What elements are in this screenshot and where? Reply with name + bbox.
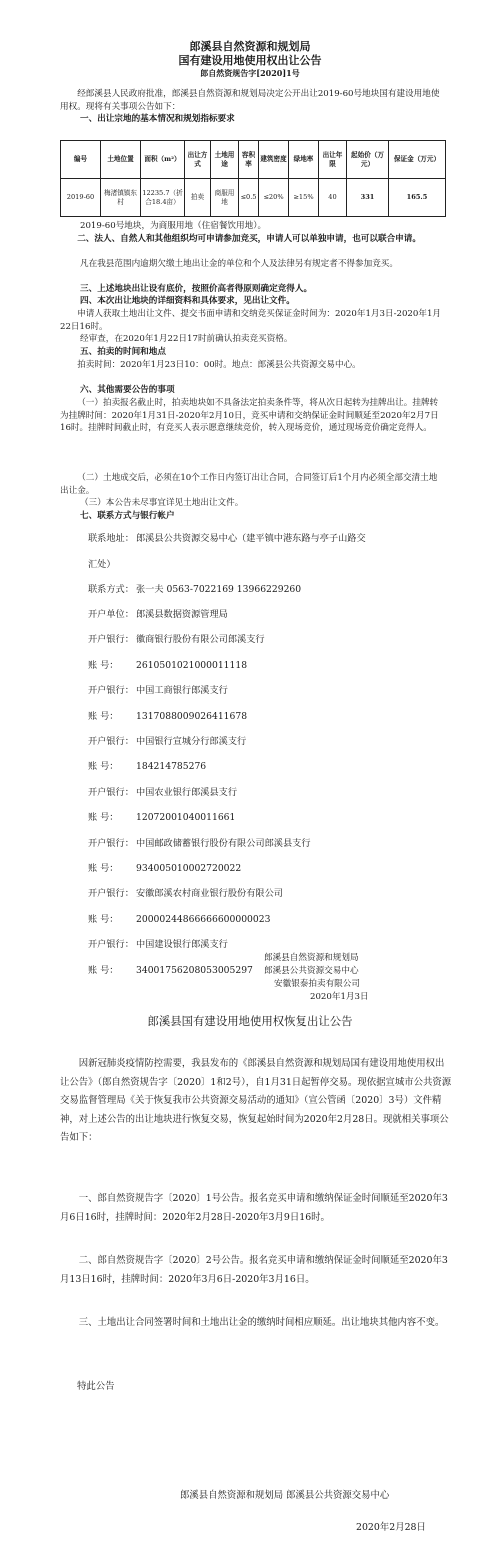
table-header-cell: 出让年限 — [319, 141, 347, 179]
notice1-section5: 五、拍卖的时间和地点 — [80, 347, 166, 357]
notice1-title-line2: 国有建设用地使用权出让公告 — [178, 54, 322, 67]
notice2-title: 郎溪县国有建设用地使用权恢复出让公告 — [147, 1014, 353, 1028]
notice1-section5-detail: 拍卖时间：2020年1月23日10：00时。地点：郎溪县公共资源交易中心。 — [77, 360, 361, 370]
table-row — [61, 179, 446, 217]
bank-row-value: 中国银行宣城分行郎溪支行 — [136, 736, 247, 747]
bank-row-value: 20000244866666600000023 — [136, 913, 271, 925]
land-info-table — [60, 140, 446, 217]
table-header-cell: 绿地率 — [289, 141, 319, 179]
bank-row-value: 徽商银行股份有限公司郎溪支行 — [136, 634, 265, 646]
bank-row — [88, 758, 206, 772]
notice1-intro: 经郎溪县人民政府批准，郎溪县自然资源和规划局决定公开出让2019-60号地块国有建设用地使用权。现将有关事项公告如下： — [60, 89, 440, 112]
notice1-section2: 二、法人、自然人和其他组织均可申请参加竞买，申请人可以单独申请，也可以联合申请。 — [77, 234, 421, 244]
table-header-cell: 土地用途 — [211, 141, 239, 179]
bank-row-label: 开户银行： — [88, 634, 134, 646]
bank-row-value: 郎溪县数据资源管理局 — [136, 609, 228, 620]
bank-row-label: 账 号： — [88, 964, 119, 976]
notice1-date: 2020年1月3日 — [310, 992, 369, 1002]
table-cell: 拍卖 — [185, 179, 211, 217]
bank-row-label: 账 号： — [88, 812, 119, 824]
bank-row-label: 账 号： — [88, 710, 119, 722]
notice1-section6-item3: （三）本公告未尽事宜详见土地出让文件。 — [80, 498, 244, 508]
table-header-cell: 起始价（万元） — [347, 141, 389, 179]
bank-row-label: 开户银行： — [88, 736, 134, 747]
notice1-section6-item2: （二）土地成交后，必须在10个工作日内签订出让合同，合同签订后1个月内必须全部交清土地出让金。 — [60, 473, 438, 496]
bank-row-label: 开户银行： — [88, 685, 134, 697]
bank-row-value: 中国建设银行郎溪支行 — [136, 939, 228, 951]
bank-row-label: 开户银行： — [88, 786, 134, 798]
bank-row-value: 中国邮政储蓄银行股份有限公司郎溪县支行 — [136, 837, 311, 849]
bank-row — [88, 708, 247, 722]
notice1-section4: 四、本次出让地块的详细资料和具体要求，见出让文件。 — [80, 296, 295, 306]
notice1-section1-heading: 一、出让宗地的基本情况和规划指标要求 — [80, 114, 235, 124]
notice1-section4-confirm: 经审查，在2020年1月22日17时前确认拍卖竞买资格。 — [80, 334, 293, 344]
bank-row-value: 34001756208053005297 — [136, 964, 253, 976]
bank-row — [88, 860, 241, 874]
table-cell: 商服用地 — [211, 179, 239, 217]
bank-row-label: 账 号： — [88, 913, 119, 925]
table-cell: 12235.7（折合18.4亩） — [141, 179, 185, 217]
table-cell: 梅渚镇镇东村 — [101, 179, 141, 217]
bank-row-value: 1317088009026411678 — [136, 710, 248, 722]
bank-row-label: 开户银行： — [88, 939, 134, 951]
table-cell: 165.5 — [389, 179, 446, 217]
notice1-section2-detail: 凡在我县范围内逾期欠缴土地出让金的单位和个人及法律另有规定者不得参加竞买。 — [80, 259, 398, 269]
notice1-doc-number: 郎自然资规告字[2020]1号 — [200, 68, 300, 78]
table-header-row — [61, 141, 446, 179]
notice2-date: 2020年2月28日 — [356, 1522, 426, 1533]
bank-row — [88, 631, 265, 645]
bank-row — [88, 835, 311, 849]
bank-row-value: 934005010002720022 — [136, 863, 242, 874]
bank-row — [88, 606, 228, 620]
bank-row-label: 账 号： — [88, 659, 119, 671]
table-cell: ≤0.5 — [239, 179, 259, 217]
contact-row — [88, 581, 301, 595]
bank-row — [88, 936, 228, 950]
bank-row — [88, 885, 283, 899]
address-row — [88, 530, 366, 544]
table-header-cell: 建筑密度 — [259, 141, 289, 179]
notice1-section4-detail: 申请人获取土地出让文件、提交书面申请和交纳竞买保证金时间为：2020年1月3日-2020年1月22日16时。 — [60, 309, 442, 332]
bank-row-value: 安徽郎溪农村商业银行股份有限公司 — [136, 888, 283, 900]
contact-value: 张一夫 0563-7022169 13966229260 — [136, 584, 302, 595]
bank-row-label: 账 号： — [88, 863, 119, 874]
table-header-cell: 出让方式 — [185, 141, 211, 179]
bank-row-label: 开户单位： — [88, 609, 134, 620]
notice2-signature: 郎溪县自然资源和规划局 郎溪县公共资源交易中心 — [180, 1490, 390, 1501]
bank-row — [88, 784, 237, 798]
bank-row — [88, 962, 253, 976]
notice1-signature-1: 郎溪县自然资源和规划局 — [264, 953, 359, 963]
notice2-item1: 一、郎自然资规告字〔2020〕1号公告。报名竞买申请和缴纳保证金时间顺延至2020年3月6日16时，挂牌时间：2020年2月28日-2020年3月9日16时。 — [60, 1193, 448, 1223]
bank-row-label: 开户银行： — [88, 837, 134, 849]
notice2-item3: 三、土地出让合同签署时间和土地出让金的缴纳时间相应顺延。出让地块其他内容不变。 — [78, 1317, 445, 1328]
address-continuation: 汇处） — [88, 559, 116, 570]
contact-label: 联系方式： — [88, 584, 134, 595]
bank-row-value: 中国工商银行郎溪支行 — [136, 685, 228, 697]
table-header-cell: 土地位置 — [101, 141, 141, 179]
address-label: 联系地址： — [88, 533, 134, 544]
notice1-section6: 六、其他需要公告的事项 — [80, 385, 175, 395]
bank-row-label: 开户银行： — [88, 888, 134, 900]
notice2-item2: 二、郎自然资规告字〔2020〕2号公告。报名竞买申请和缴纳保证金时间顺延至2020年3月13日16时，挂牌时间：2020年3月6日-2020年3月16日。 — [60, 1255, 448, 1285]
table-header-cell: 编号 — [61, 141, 101, 179]
table-header-cell: 面积（m²） — [141, 141, 185, 179]
table-header-cell: 保证金（万元） — [389, 141, 446, 179]
table-cell: 40 — [319, 179, 347, 217]
bank-row-value: 中国农业银行郎溪县支行 — [136, 786, 238, 798]
bank-row — [88, 657, 247, 671]
bank-row — [88, 809, 235, 823]
bank-row-value: 184214785276 — [136, 761, 207, 773]
notice1-signature-2: 郎溪县公共资源交易中心 — [264, 966, 359, 976]
bank-row — [88, 911, 270, 925]
bank-row — [88, 682, 228, 696]
table-header-cell: 容积率 — [239, 141, 259, 179]
notice1-signature-3: 安徽银泰拍卖有限公司 — [274, 979, 360, 989]
table-cell: ≤20% — [259, 179, 289, 217]
notice2-closing: 特此公告 — [77, 1381, 115, 1392]
table-cell: 331 — [347, 179, 389, 217]
land-note: 2019-60号地块，为商服用地（住宿餐饮用地）。 — [80, 221, 267, 231]
notice1-section3: 三、上述地块出让设有底价，按照价高者得原则确定竞得人。 — [80, 284, 313, 294]
table-cell: ≥15% — [289, 179, 319, 217]
bank-row-value: 12072001040011661 — [136, 812, 236, 824]
notice1-section7: 七、联系方式与银行帐户 — [80, 511, 175, 521]
notice2-intro: 因新冠肺炎疫情防控需要，我县发布的《郎溪县自然资源和规划局国有建设用地使用权出让公告》（郎自然资规告字〔2020〕1和2号），自1月31日起暂停交易。现依据宣城市公共资源交易监督管理局《关于恢复我市公共资源交易活动的通知》（宣公管函〔2020〕3号）文件精神，对上述公告的出让地块进行恢复交易，恢复起始时间为2020年2月28日。现就相关事项公告如下： — [60, 1058, 452, 1143]
notice1-title-line1: 郎溪县自然资源和规划局 — [189, 40, 311, 53]
address-value: 郎溪县公共资源交易中心（建平镇中港东路与亭子山路交 — [136, 533, 366, 544]
bank-row-label: 账 号： — [88, 761, 119, 773]
notice1-section6-item1: （一）拍卖报名截止时，拍卖地块如不具备法定拍卖条件等，将从次日起转为挂牌出让。挂牌转为挂牌时间：2020年1月31日-2020年2月10日，竞买申请和交纳保证金时间顺延至2020年2月7日16时。挂牌时间截止时，有竞买人表示愿意继续竞价，转入现场竞价，通过现场竞价确定竞得人。 — [60, 398, 439, 433]
bank-row — [88, 733, 246, 747]
table-cell: 2019-60 — [61, 179, 101, 217]
bank-row-value: 2610501021000011118 — [136, 659, 248, 671]
